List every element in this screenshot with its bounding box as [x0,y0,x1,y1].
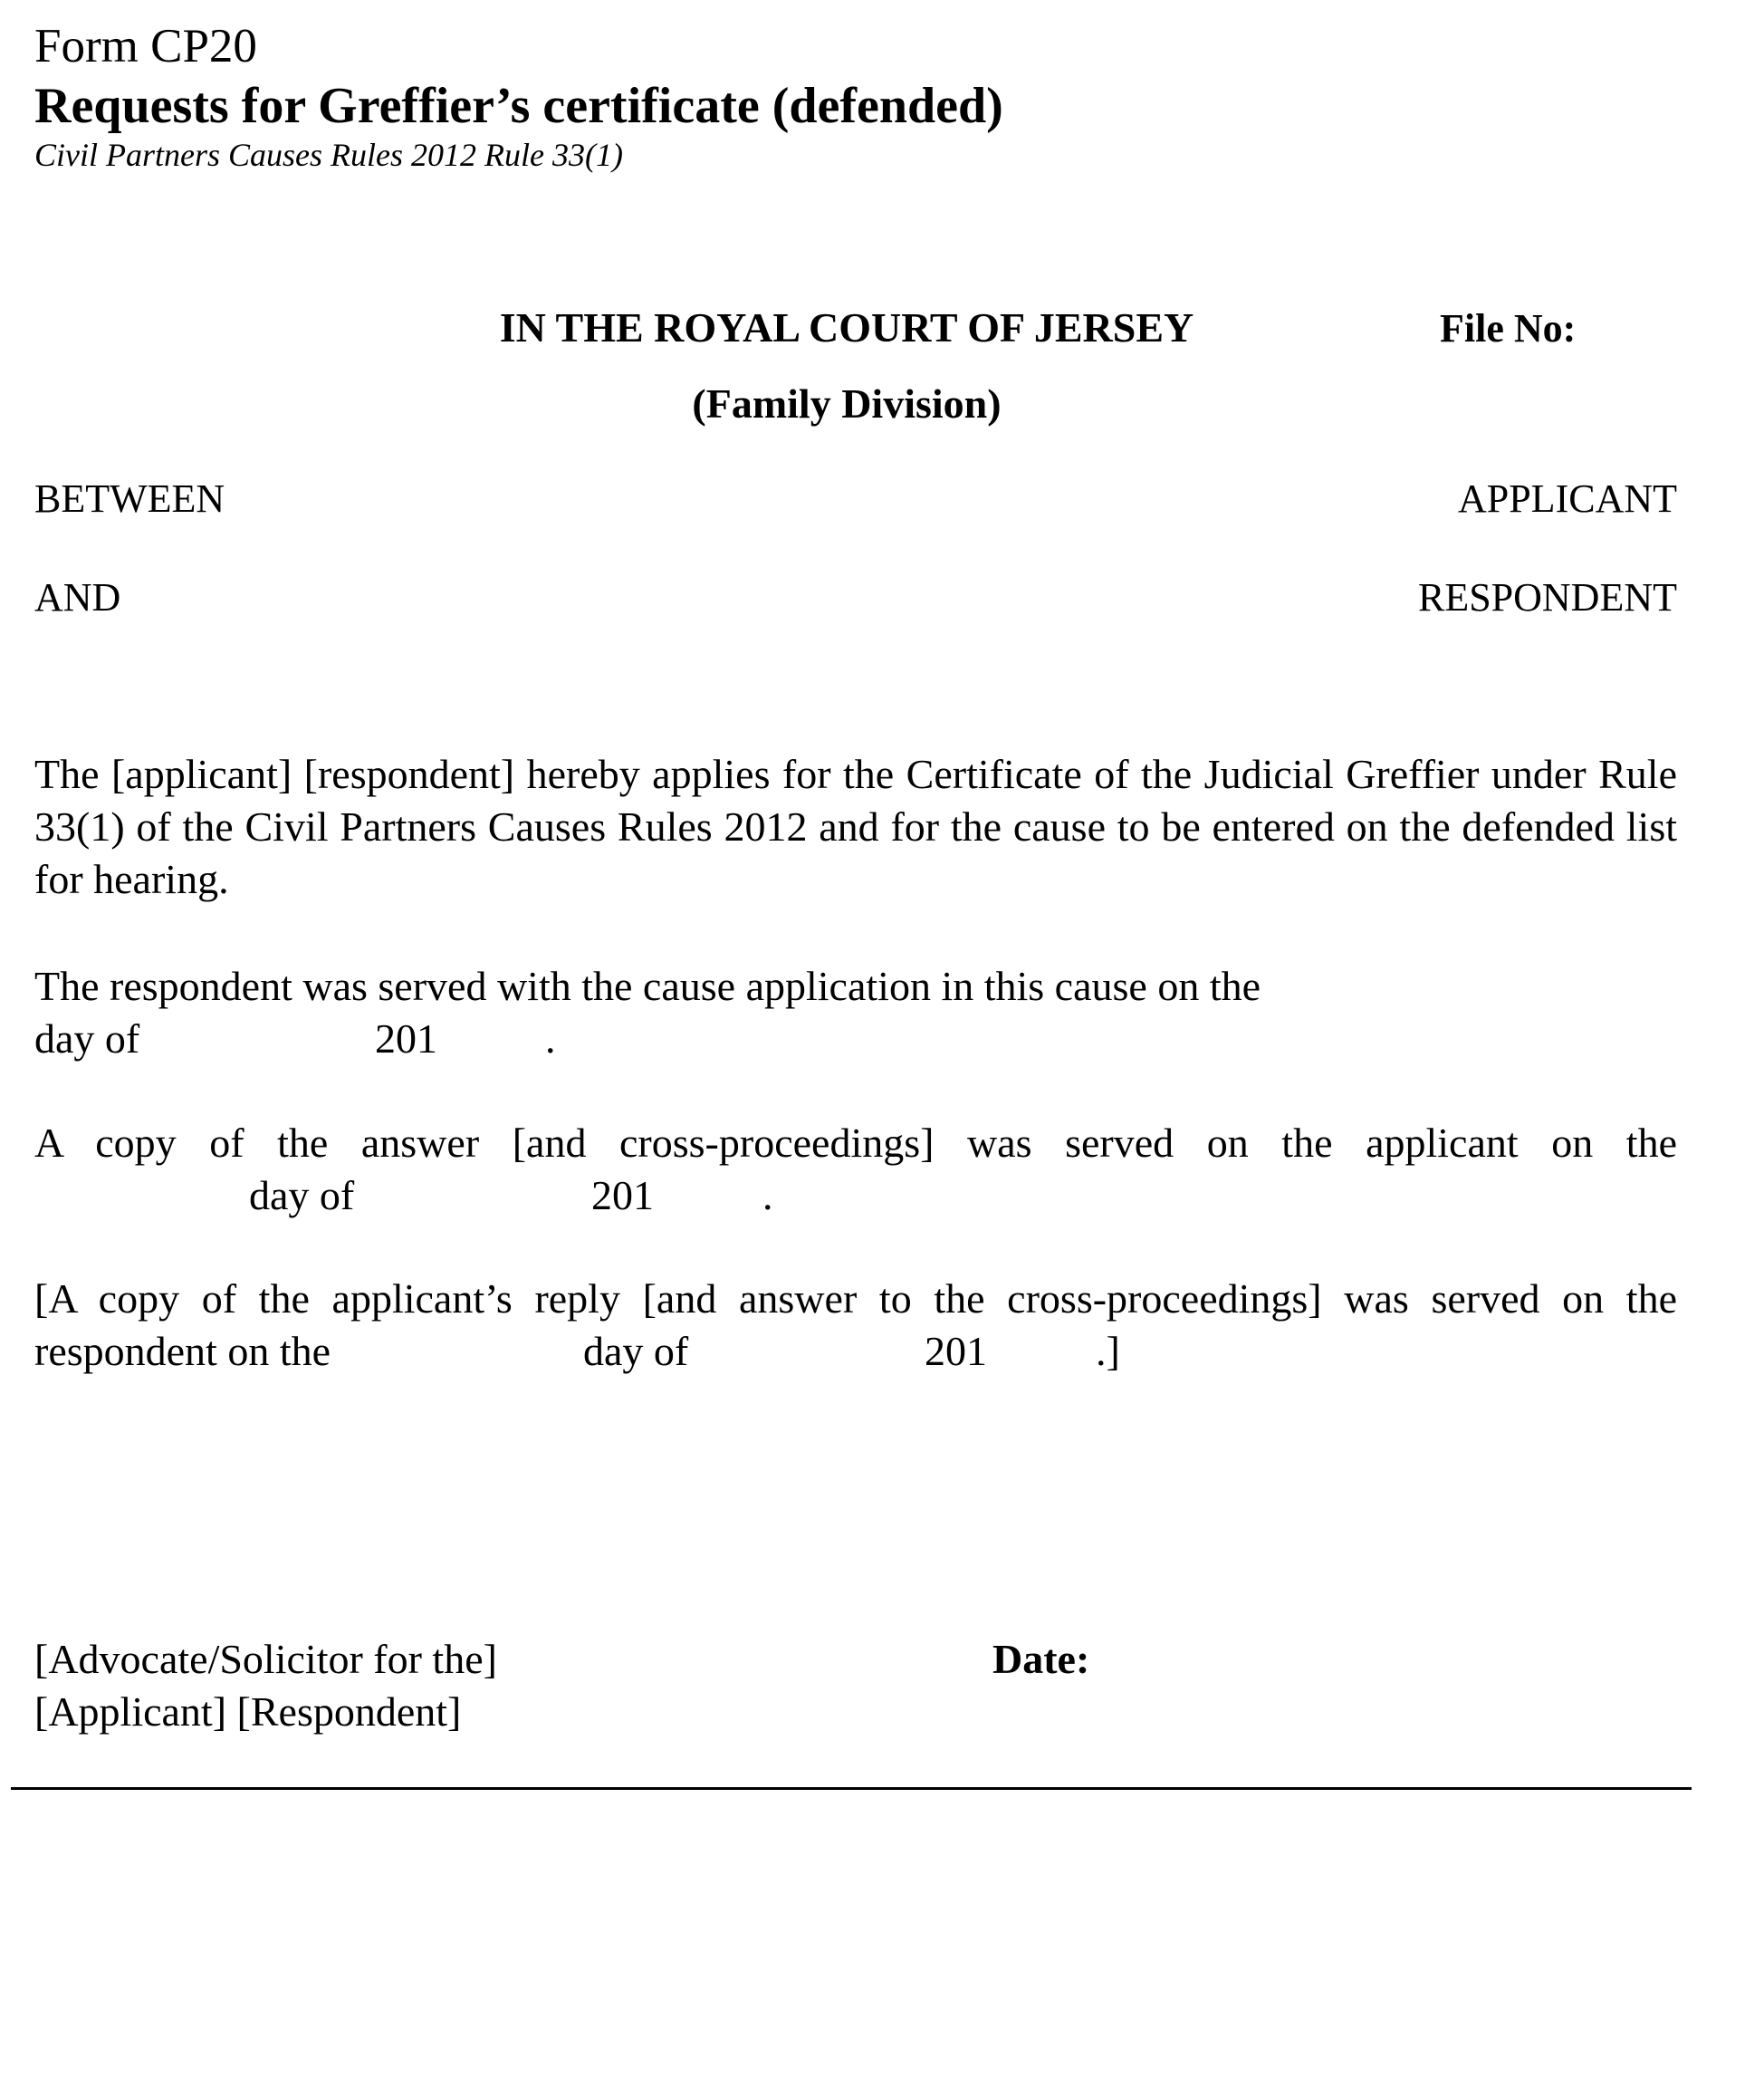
reply-end: .] [1096,1328,1120,1374]
bottom-divider [11,1787,1692,1790]
service-year: 201 [375,1015,437,1062]
answer-year: 201 [591,1172,654,1218]
rule-reference: Civil Partners Causes Rules 2012 Rule 33(1) [34,137,623,173]
signature-block [34,1633,497,1738]
signature-line-1: [Advocate/Solicitor for the] [34,1636,497,1682]
between-label: BETWEEN [34,476,225,521]
application-paragraph: The [applicant] [respondent] hereby applies for the Certificate of the Judicial Greffier under Rule 33(1) of the Civil Partners Causes Rules 2012 and for the cause to be entered on the defended list for hearing. [34,751,1677,902]
reply-respondent-on-the: respondent on the [34,1328,331,1374]
service-line: The respondent was served with the cause application in this cause on the [34,963,1261,1009]
respondent-label: RESPONDENT [1417,575,1677,620]
and-label: AND [34,575,121,620]
answer-end: . [762,1172,773,1218]
applicant-label: APPLICANT [1457,476,1677,521]
date-label: Date: [992,1636,1090,1682]
signature-line-2: [Applicant] [Respondent] [34,1688,462,1735]
reply-line: [A copy of the applicant’s reply [and answer to the cross-proceedings] was served on the [34,1275,1677,1322]
form-title: Requests for Greffier’s certificate (defended) [34,78,1003,134]
answer-line: A copy of the answer [and cross-proceedings] was served on the applicant on the [34,1120,1677,1166]
court-name: IN THE ROYAL COURT OF JERSEY [499,304,1194,351]
court-division: (Family Division) [692,380,1002,427]
reply-year: 201 [925,1328,987,1374]
file-no-label: File No: [1440,306,1577,351]
service-day-of: day of [34,1015,140,1062]
service-end: . [545,1015,556,1062]
reply-day-of: day of [583,1328,689,1374]
answer-day-of: day of [249,1172,355,1218]
form-number: Form CP20 [34,20,257,72]
court-heading [398,303,1295,428]
